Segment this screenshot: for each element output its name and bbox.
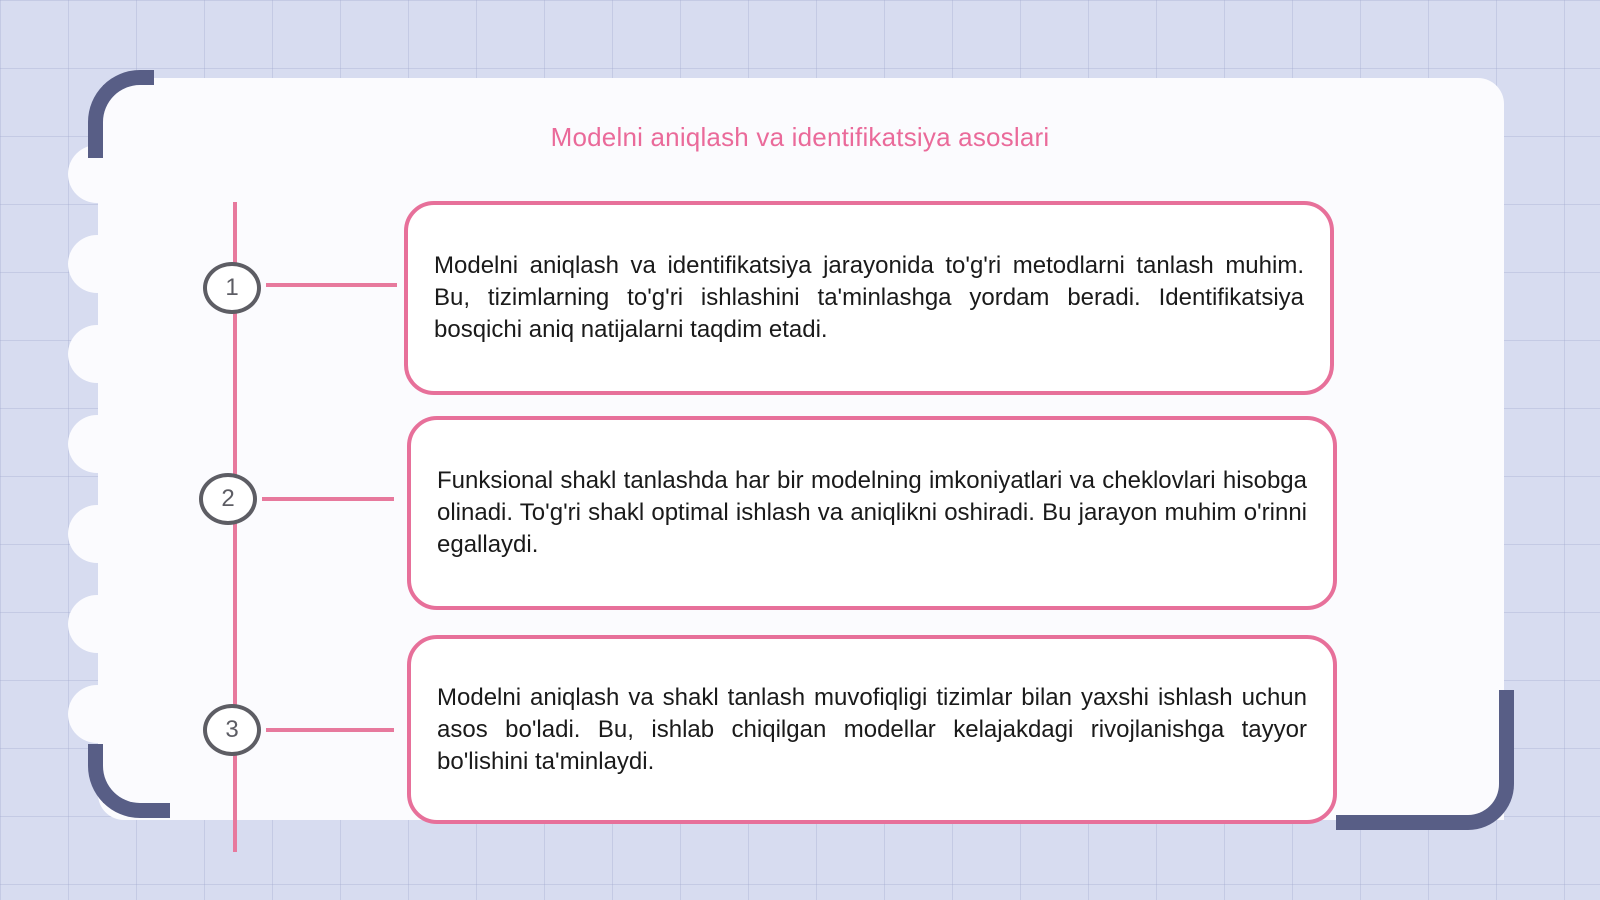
- corner-bracket-bottom-right: [1336, 690, 1514, 830]
- step-number-badge: 3: [203, 704, 261, 756]
- timeline-connector: [266, 283, 397, 287]
- notebook-edge-bump: [68, 685, 126, 743]
- notebook-edge-bump: [68, 325, 126, 383]
- timeline-connector: [262, 497, 394, 501]
- step-description: Modelni aniqlash va identifikatsiya jarayonida to'g'ri metodlarni tanlash muhim. Bu, tizimlarning to'g'ri ishlashini ta'minlashga yordam beradi. Identifikatsiya bosqichi aniq natijalarni taqdim etadi.: [434, 252, 1304, 343]
- step-text-box: [404, 201, 1334, 395]
- step-text-box: [407, 416, 1337, 610]
- corner-bracket-bottom-left: [88, 744, 170, 818]
- step-number-badge: 1: [203, 262, 261, 314]
- step-number-badge: 2: [199, 473, 257, 525]
- step-text-box: [407, 635, 1337, 824]
- step-description: Funksional shakl tanlashda har bir modelning imkoniyatlari va cheklovlari hisobga olinadi. To'g'ri shakl optimal ishlash va aniqlikni oshiradi. Bu jarayon muhim o'rinni egallaydi.: [437, 467, 1307, 558]
- step-description: Modelni aniqlash va shakl tanlash muvofiqligi tizimlar bilan yaxshi ishlash uchun asos bo'ladi. Bu, ishlab chiqilgan modellar kelajakdagi rivojlanishga tayyor bo'lishini ta'minlaydi.: [437, 683, 1307, 775]
- slide-title: Modelni aniqlash va identifikatsiya asoslari: [550, 122, 1050, 152]
- notebook-edge-bump: [68, 595, 126, 653]
- timeline-connector: [266, 728, 394, 732]
- notebook-edge-bump: [68, 235, 126, 293]
- notebook-edge-bump: [68, 415, 126, 473]
- notebook-edge-bump: [68, 505, 126, 563]
